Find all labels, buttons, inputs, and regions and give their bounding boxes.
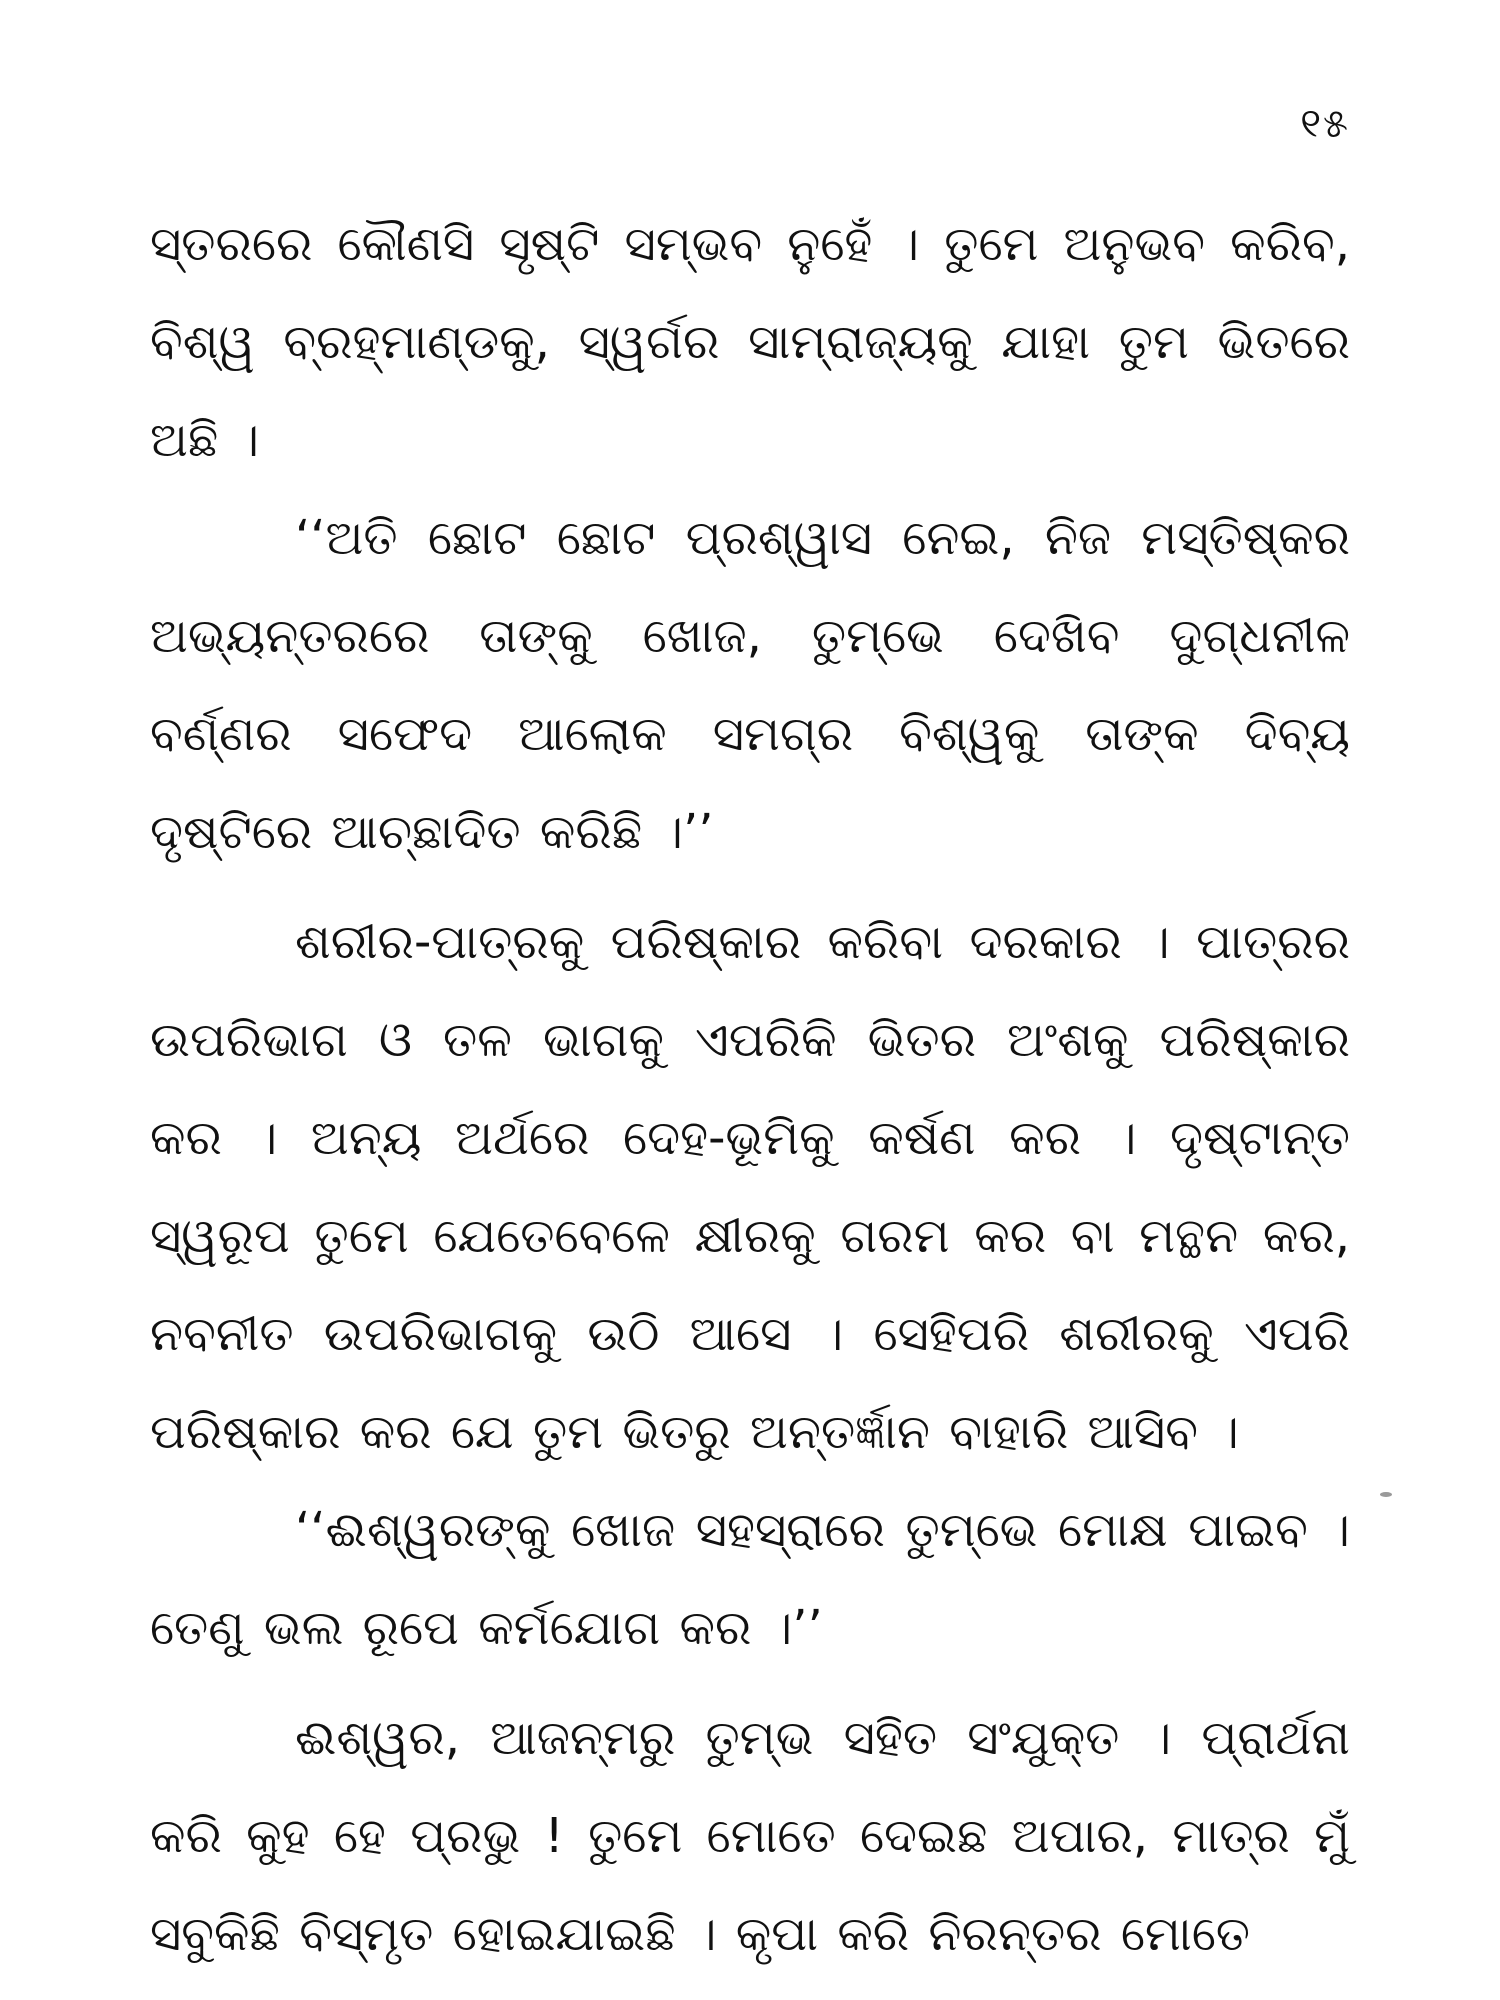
paragraph-4: ‘‘ଈଶ୍ୱରଙ୍କୁ ଖୋଜ ସହସ୍ରାରେ ତୁମ୍ଭେ ମୋକ୍ଷ ପାଇବ । ତେଣୁ ଭଲ ରୂପେ କର୍ମଯୋଗ କର ।’’ bbox=[150, 1502, 1350, 1656]
ink-speck bbox=[1380, 1492, 1392, 1497]
paragraph-2: ‘‘ଅତି ଛୋଟ ଛୋଟ ପ୍ରଶ୍ୱାସ ନେଇ, ନିଜ ମସ୍ତିଷ୍କର ଅଭ୍ୟନ୍ତରରେ ତାଙ୍କୁ ଖୋଜ, ତୁମ୍ଭେ ଦେଖିବ ଦୁଗ୍ଧନୀଳ ବର୍ଣ୍ଣର ସଫେଦ ଆଲୋକ ସମଗ୍ର ବିଶ୍ୱକୁ ତାଙ୍କ ଦିବ୍ୟ ଦୃଷ୍ଟିରେ ଆଚ୍ଛାଦିତ କରିଛି ।’’ bbox=[150, 510, 1350, 860]
body-text bbox=[150, 195, 1350, 1983]
paragraph-5: ଈଶ୍ୱର, ଆଜନ୍ମରୁ ତୁମ୍ଭ ସହିତ ସଂଯୁକ୍ତ । ପ୍ରାର୍ଥନା କରି କୁହ ହେ ପ୍ରଭୁ ! ତୁମେ ମୋତେ ଦେଇଛ ଅପାର, ମାତ୍ର ମୁଁ ସବୁକିଛି ବିସ୍ମୃତ ହୋଇଯାଇଛି । କୃପା କରି ନିରନ୍ତର ମୋତେ bbox=[150, 1710, 1350, 1962]
page-number: ୧୫ bbox=[1300, 101, 1350, 147]
paragraph-3: ଶରୀର-ପାତ୍ରକୁ ପରିଷ୍କାର କରିବା ଦରକାର । ପାତ୍ରର ଉପରିଭାଗ ଓ ତଳ ଭାଗକୁ ଏପରିକି ଭିତର ଅଂଶକୁ ପରିଷ୍କାର କର । ଅନ୍ୟ ଅର୍ଥରେ ଦେହ-ଭୂମିକୁ କର୍ଷଣ କର । ଦୃଷ୍ଟାନ୍ତ ସ୍ୱରୂପ ତୁମେ ଯେତେବେଳେ କ୍ଷୀରକୁ ଗରମ କର ବା ମନ୍ଥନ କର, ନବନୀତ ଉପରିଭାଗକୁ ଉଠି ଆସେ । ସେହିପରି ଶରୀରକୁ ଏପରି ପରିଷ୍କାର କର ଯେ ତୁମ ଭିତରୁ ଅନ୍ତର୍ଜ୍ଞାନ ବାହାରି ଆସିବ । bbox=[150, 914, 1350, 1460]
paragraph-1: ସ୍ତରରେ କୌଣସି ସୃଷ୍ଟି ସମ୍ଭବ ନୁହେଁ । ତୁମେ ଅନୁଭବ କରିବ, ବିଶ୍ୱ ବ୍ରହ୍ମାଣ୍ଡକୁ, ସ୍ୱର୍ଗର ସାମ୍ରାଜ୍ୟକୁ ଯାହା ତୁମ ଭିତରେ ଅଛି । bbox=[150, 216, 1350, 468]
